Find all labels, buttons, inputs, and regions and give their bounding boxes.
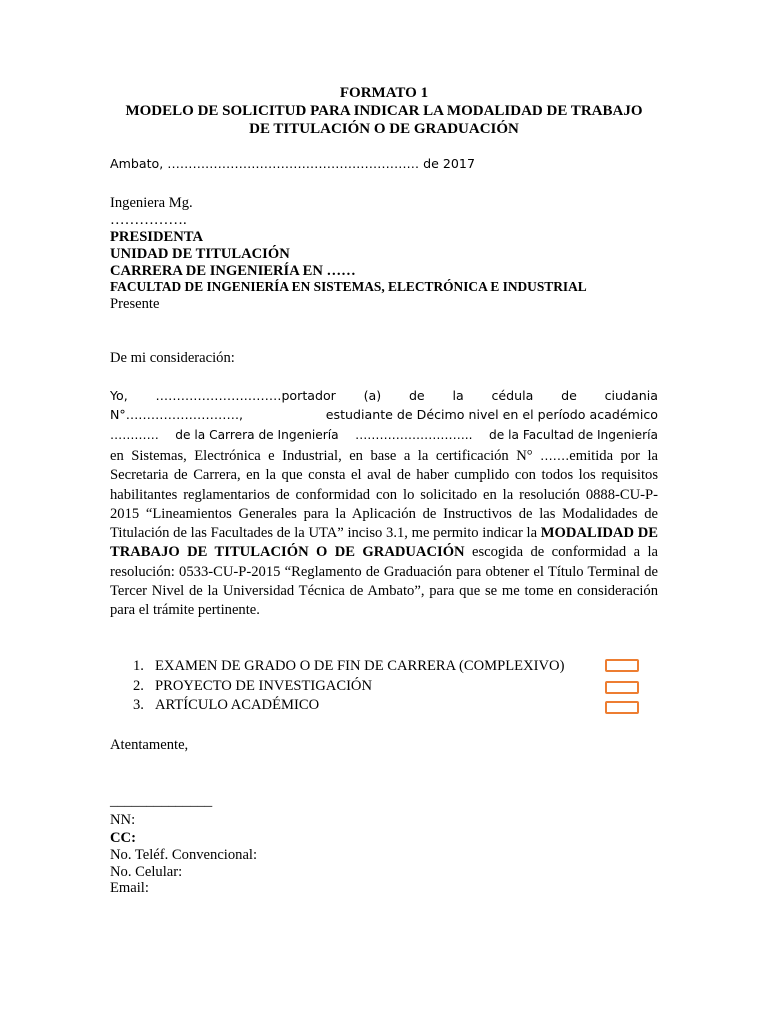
- option-item-complexivo: [133, 657, 653, 677]
- body-word: la: [452, 388, 464, 403]
- body-student-level: estudiante de Décimo nivel en el período académico: [325, 407, 658, 422]
- option-checkbox-articulo[interactable]: [605, 701, 639, 714]
- body-yo: Yo,: [110, 388, 128, 403]
- recipient-unit: UNIDAD DE TITULACIÓN: [110, 246, 290, 262]
- option-item-articulo: [133, 696, 653, 716]
- signature-phone-landline: No. Teléf. Convencional:: [110, 847, 258, 863]
- body-faculty-prefix: de la Facultad de Ingeniería: [488, 428, 658, 442]
- option-label: ARTÍCULO ACADÉMICO: [155, 697, 320, 713]
- body-word: cédula: [491, 388, 534, 403]
- body-word: de: [408, 388, 425, 403]
- signature-cc: CC:: [110, 830, 136, 846]
- body-line-1: [110, 387, 658, 406]
- body-career-dots: ………………………..: [355, 428, 473, 442]
- recipient-career: CARRERA DE INGENIERÍA EN ……: [110, 263, 356, 279]
- body-line-2: [110, 406, 658, 425]
- option-checkbox-complexivo[interactable]: [605, 659, 639, 672]
- body-period-dots: …………: [110, 428, 159, 442]
- signature-phone-mobile: No. Celular:: [110, 864, 183, 880]
- body-line-3: [110, 426, 658, 445]
- date-line: [110, 155, 475, 174]
- option-number: 2.: [133, 678, 144, 694]
- signature-line: ______________: [110, 793, 213, 809]
- body-text-part-2: emitida por la Secretaria de Carrera, en la que consta el aval de haber cumplido con todos los requisitos habilitantes reglamentarios de conformidad con lo solicitado en la resolución 0888-CU-P-2015 “Lineamientos Generales para la Aplicación de Instructivos de las Modalidades de Titulación de las Facultades de la UTA” inciso 3.1, me permito indicar la: [110, 448, 658, 542]
- body-bold-phrase: MODALIDAD DE TRABAJO DE TITULACIÓN O DE GRADUACIÓN: [110, 525, 658, 561]
- recipient-faculty: FACULTAD DE INGENIERÍA EN SISTEMAS, ELECTRÓNICA E INDUSTRIAL: [110, 279, 587, 294]
- date-year: de 2017: [423, 156, 475, 171]
- document-title-line-1: MODELO DE SOLICITUD PARA INDICAR LA MODALIDAD DE TRABAJO: [125, 103, 643, 119]
- recipient-role: PRESIDENTA: [110, 229, 203, 245]
- option-label: EXAMEN DE GRADO O DE FIN DE CARRERA (COMPLEXIVO): [155, 658, 565, 674]
- body-word: (a): [363, 388, 382, 403]
- signature-nn: NN:: [110, 812, 136, 828]
- body-name-dots: …………………………portador: [155, 388, 336, 403]
- body-word: de: [561, 388, 577, 403]
- document-title-line-2: DE TITULACIÓN O DE GRADUACIÓN: [249, 121, 519, 137]
- body-text-part-1: en Sistemas, Electrónica e Industrial, en base a la certificación N°: [110, 448, 533, 464]
- date-dots: ……………………………………………………: [167, 156, 420, 171]
- closing: Atentamente,: [110, 737, 189, 753]
- signature-email: Email:: [110, 880, 149, 896]
- body-text-part-3: escogida de conformidad a la resolución: 0533-CU-P-2015 “Reglamento de Graduación para obtener el Título Terminal de Tercer Nivel de la Universidad Técnica de Ambato”, para que se me tome en consideración para el trámite pertinente.: [110, 544, 658, 619]
- option-number: 3.: [133, 697, 144, 713]
- recipient-name-dots: …………….: [110, 212, 187, 228]
- body-id-number: N°………………………,: [110, 407, 244, 422]
- option-number: 1.: [133, 658, 144, 674]
- body-cert-dots: …….: [540, 448, 570, 463]
- body-paragraph: [110, 446, 658, 621]
- option-label: PROYECTO DE INVESTIGACIÓN: [155, 678, 373, 694]
- body-word: ciudania: [604, 388, 658, 403]
- greeting: De mi consideración:: [110, 350, 235, 366]
- body-career-prefix: de la Carrera de Ingeniería: [175, 428, 339, 442]
- option-checkbox-proyecto[interactable]: [605, 681, 639, 694]
- recipient-presente: Presente: [110, 296, 160, 312]
- recipient-salutation: Ingeniera Mg.: [110, 195, 193, 211]
- date-city: Ambato,: [110, 156, 164, 171]
- format-label: FORMATO 1: [339, 85, 429, 101]
- option-item-proyecto: [133, 677, 653, 697]
